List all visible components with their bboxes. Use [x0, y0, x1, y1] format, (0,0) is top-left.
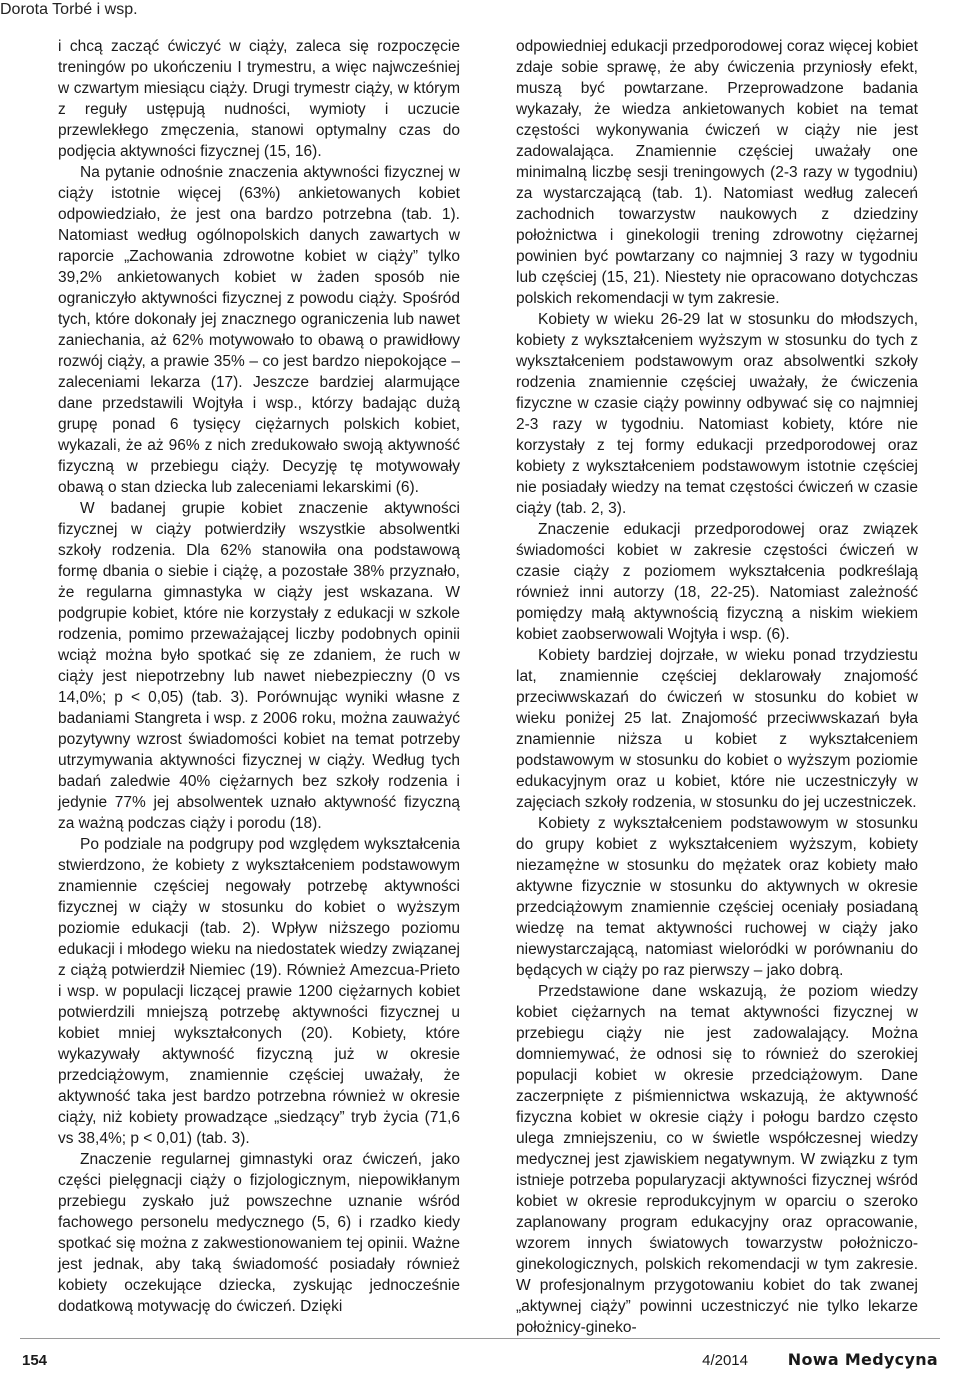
- paragraph: i chcą zacząć ćwiczyć w ciąży, zaleca się rozpoczęcie treningów po ukończeniu I trymestru, a więc najwcześniej w czwartym miesiącu ciąży. Drugi trymestr ciąży, w którym z reguły ustępują nudności, wymioty i uczucie przewlekłego zmęczenia, stanowi optymalny czas do podjęcia aktywności fizycznej (15, 16).: [58, 38, 460, 160]
- issue-number: 4/2014: [702, 1352, 748, 1369]
- paragraph: Znaczenie edukacji przedporodowej oraz związek świadomości kobiet w zakresie częstości ćwiczeń w czasie ciąży z poziomem wykształcenia podkreślają również inni autorzy (18, 22-25). Natomiast zależność pomiędzy małą aktywnością fizyczną a niskim wiekiem kobiet zaobserwowali Wojtyła i wsp. (6).: [516, 521, 918, 643]
- paragraph: Na pytanie odnośnie znaczenia aktywności fizycznej w ciąży istotnie więcej (63%) ankietowanych kobiet odpowiedziało, że jest ona bardzo potrzebna (tab. 1). Natomiast według ogólnopolskich danych zawartych w raporcie „Zachowania zdrowotne kobiet w ciąży” tylko 39,2% ankietowanych kobiet w żaden sposób nie ograniczyło aktywności fizycznej z powodu ciąży. Spośród tych, które dokonały jej znacznego ograniczenia lub nawet zaniechania, aż 62% motywowało to obawą o prawidłowy rozwój ciąży, a prawie 35% – co jest bardzo niepokojące – zaleceniami lekarza (17). Jeszcze bardziej alarmujące dane przedstawili Wojtyła i wsp., którzy badając dużą grupę ponad 6 tysięcy ciężarnych polskich kobiet, wykazali, że aż 96% z nich zredukowało swoją aktywność fizyczną w przebiegu ciąży. Decyzję tę motywowały obawą o stan dziecka lub zaleceniami lekarskimi (6).: [58, 164, 460, 496]
- running-head-authors: Dorota Torbé i wsp.: [0, 1, 138, 18]
- paragraph: Przedstawione dane wskazują, że poziom wiedzy kobiet ciężarnych na temat aktywności fizycznej w przebiegu ciąży nie jest zadowalający. Można domniemywać, że odnosi się to również do szerokiej populacji kobiet w okresie przedciążowym. Dane zaczerpnięte z piśmiennictwa wskazują, że aktywność fizyczna kobiet w okresie ciąży i połogu bardzo często ulega zmniejszeniu, co w świetle współczesnej wiedzy medycznej jest zjawiskiem negatywnym. W związku z tym istnieje potrzeba popularyzacji aktywności fizycznej wśród kobiet w okresie reprodukcyjnym w oparciu o szeroko zaplanowany program edukacyjny oraz opracowanie, wzorem innych światowych towarzystw położniczo-ginekologicznych, polskich rekomendacji w tym zakresie. W profesjonalnym przygotowaniu kobiet do tak zwanej „aktywnej ciąży” powinni uczestniczyć nie tylko lekarze położnicy-gineko-: [516, 983, 918, 1336]
- paragraph: Kobiety bardziej dojrzałe, w wieku ponad trzydziestu lat, znamiennie częściej deklarowały znajomość przeciwwskazań do ćwiczeń w stosunku do kobiet w wieku poniżej 25 lat. Znajomość przeciwwskazań była znamiennie niższa u kobiet z wykształceniem podstawowym w stosunku do kobiet o wyższym poziomie edukacyjnym oraz u kobiet, które nie uczestniczyły w zajęciach szkoły rodzenia, w stosunku do jej uczestniczek.: [516, 647, 918, 811]
- page-number: 154: [22, 1352, 48, 1369]
- paragraph: Kobiety z wykształceniem podstawowym w stosunku do grupy kobiet z wykształceniem wyższym, kobiety niezamężne w stosunku do mężatek oraz kobiety mało aktywne fizycznie w stosunku do aktywnych w okresie przedciążowym znamiennie częściej oceniały posiadaną wiedzę na temat aktywności ruchowej w ciąży jako niewystarczającą, natomiast wieloródki w porównaniu do będących w ciąży po raz pierwszy – jako dobrą.: [516, 815, 918, 979]
- running-head: [0, 0, 180, 20]
- paragraph: W badanej grupie kobiet znaczenie aktywności fizycznej w ciąży potwierdziły wszystkie absolwentki szkoły rodzenia. Dla 62% stanowiła ona podstawową formę dbania o siebie i ciążę, a pozostałe 38% przyznało, że regularna gimnastyka w ciąży jest wskazana. W podgrupie kobiet, które nie korzystały z edukacji w szkole rodzenia, pomimo przeważającej liczby podobnych opinii wciąż można było spotkać się ze zdaniem, że ruch w ciąży jest niepotrzebny lub nawet niebezpieczny (0 vs 14,0%; p < 0,05) (tab. 3). Porównując wyniki własne z badaniami Stangreta i wsp. z 2006 roku, można zauważyć pozytywny wzrost świadomości kobiet na temat potrzeby utrzymywania aktywności fizycznej w ciąży. Według tych badań zaledwie 40% ciężarnych bez szkoły rodzenia i jedynie 77% jej absolwentek uznało aktywność fizyczną za ważną podczas ciąży i porodu (18).: [58, 500, 460, 832]
- paragraph: Znaczenie regularnej gimnastyki oraz ćwiczeń, jako części pielęgnacji ciąży o fizjologicznym, niepowikłanym przebiegu zyskało już powszechne uznanie wśród fachowego personelu medycznego (5, 6) i rzadko kiedy spotkać się można z zakwestionowaniem tej opinii. Ważne jest jednak, aby taką świadomość posiadały również kobiety oczekujące dziecka, zyskując jednocześnie dodatkową motywację do ćwiczeń. Dzięki: [58, 1151, 460, 1315]
- paragraph: Po podziale na podgrupy pod względem wykształcenia stwierdzono, że kobiety z wykształceniem podstawowym znamiennie częściej negowały potrzebę aktywności fizycznej w ciąży w stosunku do kobiet o wyższym poziomie edukacji (tab. 2). Wpływ niższego poziomu edukacji i młodego wieku na niedostatek wiedzy związanej z ciążą potwierdził Niemiec (19). Również Amezcua-Prieto i wsp. w populacji liczącej prawie 1200 ciężarnych kobiet potwierdzili mniejszą potrzebę aktywności fizycznej u kobiet mniej wykształconych (20). Kobiety, które wykazywały aktywność fizyczną już w okresie przedciążowym, znamiennie częściej uważały, że aktywność taka jest bardzo potrzebna również w okresie ciąży, niż kobiety prowadzące „siedzący” tryb życia (71,6 vs 38,4%; p < 0,01) (tab. 3).: [58, 836, 460, 1147]
- left-column: [58, 36, 460, 1317]
- right-column: [516, 36, 918, 1338]
- journal-title: Nowa Medycyna: [787, 1350, 938, 1369]
- paragraph: odpowiedniej edukacji przedporodowej coraz więcej kobiet zdaje sobie sprawę, że aby ćwiczenia przyniosły efekt, muszą być powtarzane. Przeprowadzone badania wykazały, że wiedza ankietowanych kobiet na temat częstości wykonywania ćwiczeń w ciąży nie jest zadowalająca. Znamiennie częściej uważały one minimalną liczbę sesji treningowych (2-3 razy w tygodniu) za wystarczającą (tab. 1). Natomiast według zaleceń zachodnich towarzystw naukowych z dziedziny położnictwa i ginekologii trening zdrowotny ciężarnej powinien być powtarzany co najmniej 3 razy w tygodniu lub częściej (15, 21). Niestety nie opracowano dotychczas polskich rekomendacji w tym zakresie.: [516, 38, 918, 307]
- footer-divider: [20, 1338, 940, 1339]
- paragraph: Kobiety w wieku 26-29 lat w stosunku do młodszych, kobiety z wykształceniem wyższym w stosunku do tych z wykształceniem podstawowym oraz absolwentki szkoły rodzenia znamiennie częściej uważały, że ćwiczenia fizyczne w czasie ciąży powinny odbywać się co najmniej 2-3 razy w tygodniu. Natomiast kobiety, które nie korzystały z tej formy edukacji przedporodowej oraz kobiety z wykształceniem podstawowym istotnie częściej nie posiadały wiedzy na temat częstości ćwiczeń w czasie ciąży (tab. 2, 3).: [516, 311, 918, 517]
